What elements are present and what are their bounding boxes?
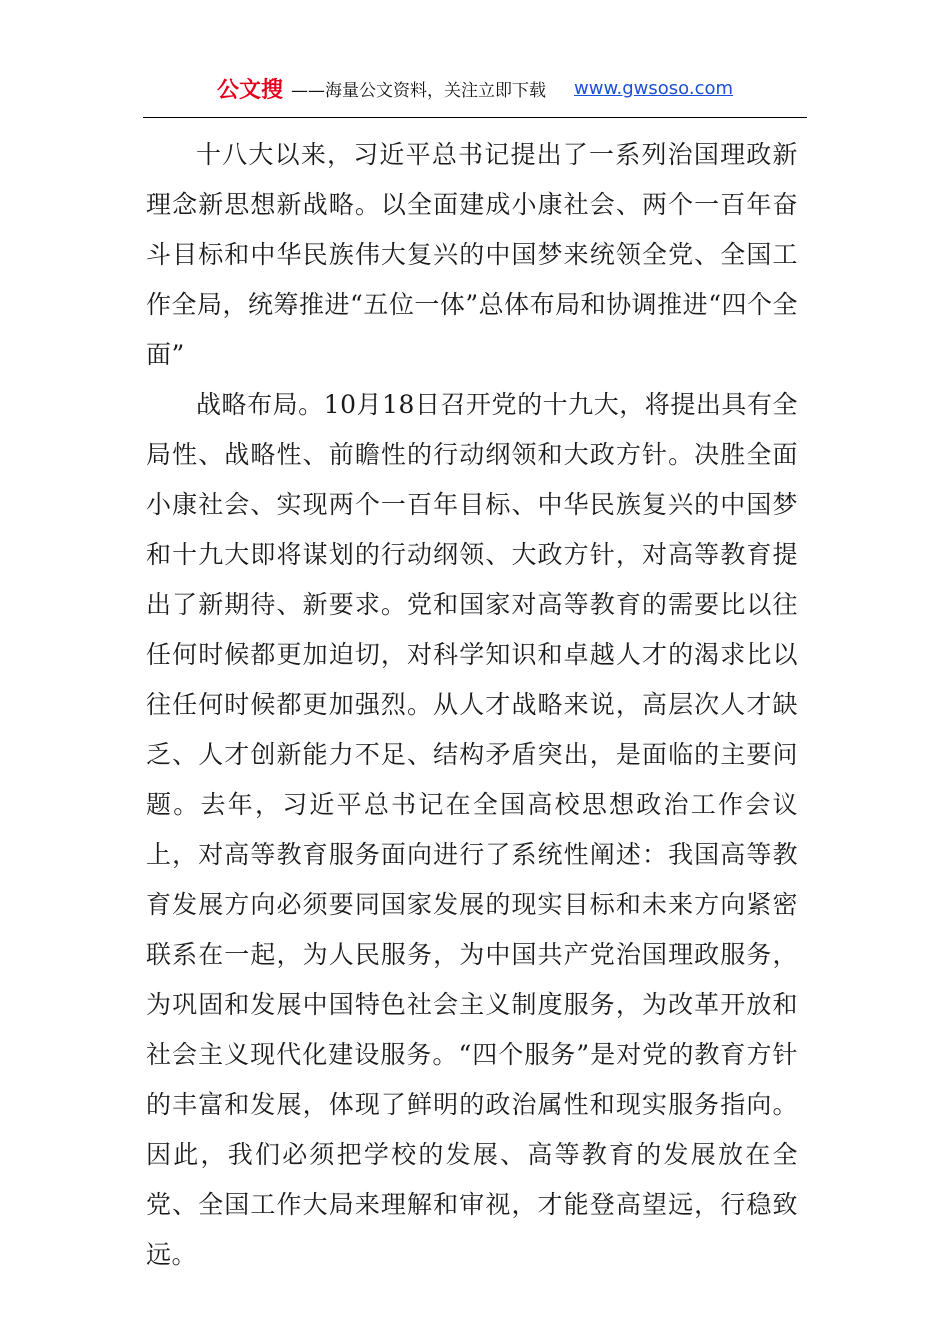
paragraph-2: 战略布局。10月18日召开党的十九大，将提出具有全局性、战略性、前瞻性的行动纲领和大政方针。决胜全面小康社会、实现两个一百年目标、中华民族复兴的中国梦和十九大即将谋划的行动纲领、大政方针，对高等教育提出了新期待、新要求。党和国家对高等教育的需要比以往任何时候都更加迫切，对科学知识和卓越人才的渴求比以往任何时候都更加强烈。从人才战略来说，高层次人才缺乏、人才创新能力不足、结构矛盾突出，是面临的主要问题。去年，习近平总书记在全国高校思想政治工作会议上，对高等教育服务面向进行了系统性阐述：我国高等教育发展方向必须要同国家发展的现实目标和未来方向紧密联系在一起，为人民服务，为中国共产党治国理政服务，为巩固和发展中国特色社会主义制度服务，为改革开放和社会主义现代化建设服务。“四个服务”是对党的教育方针的丰富和发展，体现了鲜明的政治属性和现实服务指向。因此，我们必须把学校的发展、高等教育的发展放在全党、全国工作大局来理解和审视，才能登高望远，行稳致远。 — [146, 390, 798, 1269]
paragraph-1: 十八大以来，习近平总书记提出了一系列治国理政新理念新思想新战略。以全面建成小康社会、两个一百年奋斗目标和中华民族伟大复兴的中国梦来统领全党、全国工作全局，统筹推进“五位一体”总体布局和协调推进“四个全面” — [146, 140, 798, 369]
brand-logo-text: 公文搜 — [216, 77, 283, 103]
header-tagline: ——海量公文资料，关注立即下载 — [291, 80, 546, 101]
website-link[interactable]: www.gwsoso.com — [574, 77, 734, 99]
header-divider — [143, 117, 807, 118]
document-body — [146, 130, 798, 1280]
page-header — [0, 70, 950, 106]
